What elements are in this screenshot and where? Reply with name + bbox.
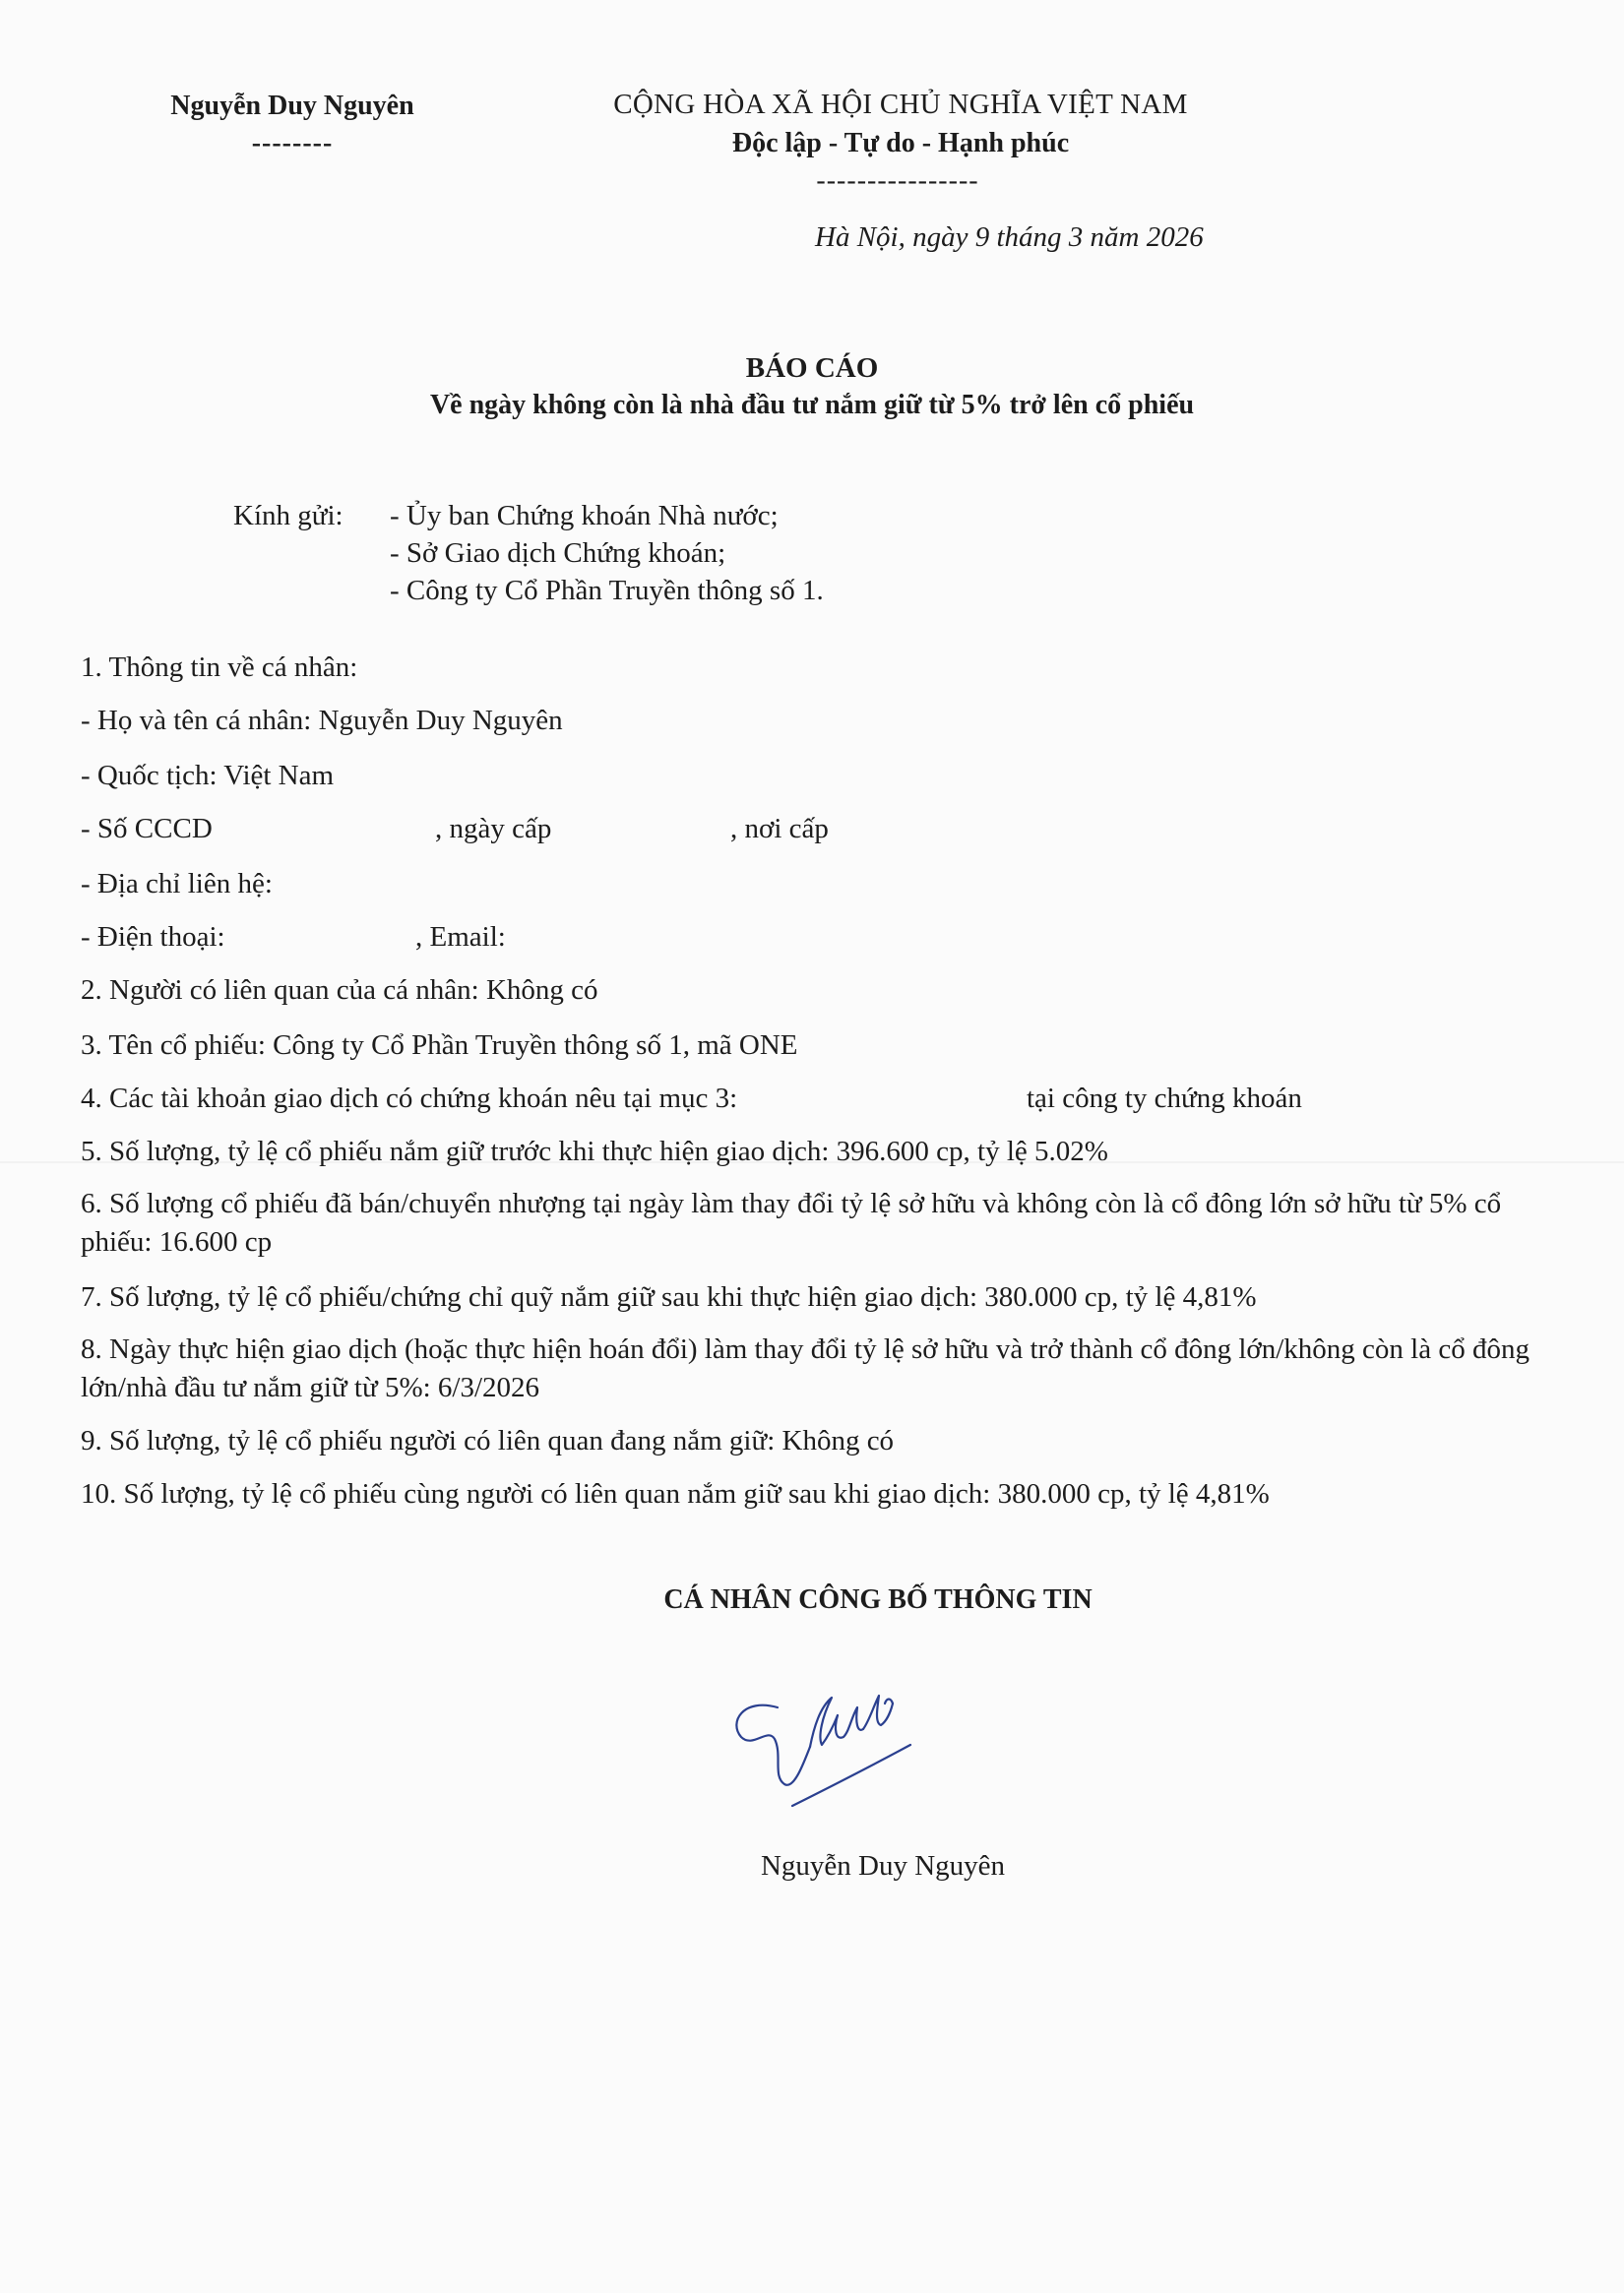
recipients-label: Kính gửi: <box>233 500 344 531</box>
recipient-item: - Ủy ban Chứng khoán Nhà nước; <box>390 500 779 531</box>
personal-name: - Họ và tên cá nhân: Nguyễn Duy Nguyên <box>81 705 563 736</box>
republic-name: CỘNG HÒA XÃ HỘI CHỦ NGHĨA VIỆT NAM <box>613 89 1188 120</box>
email-label: , Email: <box>415 921 506 953</box>
id-number-label: - Số CCCD <box>81 813 213 844</box>
id-issue-place-label: , nơi cấp <box>730 813 829 844</box>
handwritten-signature-icon <box>723 1668 935 1826</box>
id-issue-date-label: , ngày cấp <box>435 813 552 844</box>
nationality: - Quốc tịch: Việt Nam <box>81 760 335 791</box>
signer-name: Nguyễn Duy Nguyên <box>760 1850 1006 1882</box>
section-3: 3. Tên cổ phiếu: Công ty Cổ Phần Truyền thông số 1, mã ONE <box>81 1029 798 1061</box>
section-8: 8. Ngày thực hiện giao dịch (hoặc thực hiện hoán đổi) làm thay đổi tỷ lệ sở hữu và trở thành cổ đông lớn/không còn là cổ đông lớn/nhà đầu tư nắm giữ từ 5%: 6/3/2026 <box>81 1333 1530 1403</box>
national-motto: Độc lập - Tự do - Hạnh phúc <box>731 128 1070 158</box>
recipient-item: - Công ty Cổ Phần Truyền thông số 1. <box>390 575 824 606</box>
section-2: 2. Người có liên quan của cá nhân: Không có <box>81 974 598 1006</box>
phone-label: - Điện thoại: <box>81 921 225 953</box>
address-label: - Địa chỉ liên hệ: <box>81 868 273 899</box>
section-5: 5. Số lượng, tỷ lệ cổ phiếu nắm giữ trước khi thực hiện giao dịch: 396.600 cp, tỷ lệ 5.02% <box>81 1136 1108 1167</box>
section-4-suffix: tại công ty chứng khoán <box>1027 1083 1302 1114</box>
document-title: BÁO CÁO <box>745 352 879 384</box>
place-date: Hà Nội, ngày 9 tháng 3 năm 2026 <box>815 221 1204 253</box>
sender-dashes: -------- <box>251 128 334 158</box>
section-4-label: 4. Các tài khoản giao dịch có chứng khoán nêu tại mục 3: <box>81 1083 738 1114</box>
section-7: 7. Số lượng, tỷ lệ cổ phiếu/chứng chỉ quỹ nắm giữ sau khi thực hiện giao dịch: 380.000 cp, tỷ lệ 4,81% <box>81 1281 1257 1313</box>
section-9: 9. Số lượng, tỷ lệ cổ phiếu người có liên quan đang nắm giữ: Không có <box>81 1425 895 1456</box>
recipient-item: - Sở Giao dịch Chứng khoán; <box>390 537 726 569</box>
sender-name: Nguyễn Duy Nguyên <box>170 91 414 121</box>
section-6: 6. Số lượng cổ phiếu đã bán/chuyển nhượng tại ngày làm thay đổi tỷ lệ sở hữu và không còn là cổ đông lớn sở hữu từ 5% cổ phiếu: 16.600 cp <box>81 1188 1502 1258</box>
section-10: 10. Số lượng, tỷ lệ cổ phiếu cùng người có liên quan nắm giữ sau khi giao dịch: 380.000 cp, tỷ lệ 4,81% <box>81 1478 1270 1510</box>
document-subtitle: Về ngày không còn là nhà đầu tư nắm giữ từ 5% trở lên cổ phiếu <box>429 390 1195 420</box>
motto-dashes: ---------------- <box>816 165 979 196</box>
signature-heading: CÁ NHÂN CÔNG BỐ THÔNG TIN <box>663 1584 1093 1615</box>
section-1-heading: 1. Thông tin về cá nhân: <box>81 651 358 683</box>
